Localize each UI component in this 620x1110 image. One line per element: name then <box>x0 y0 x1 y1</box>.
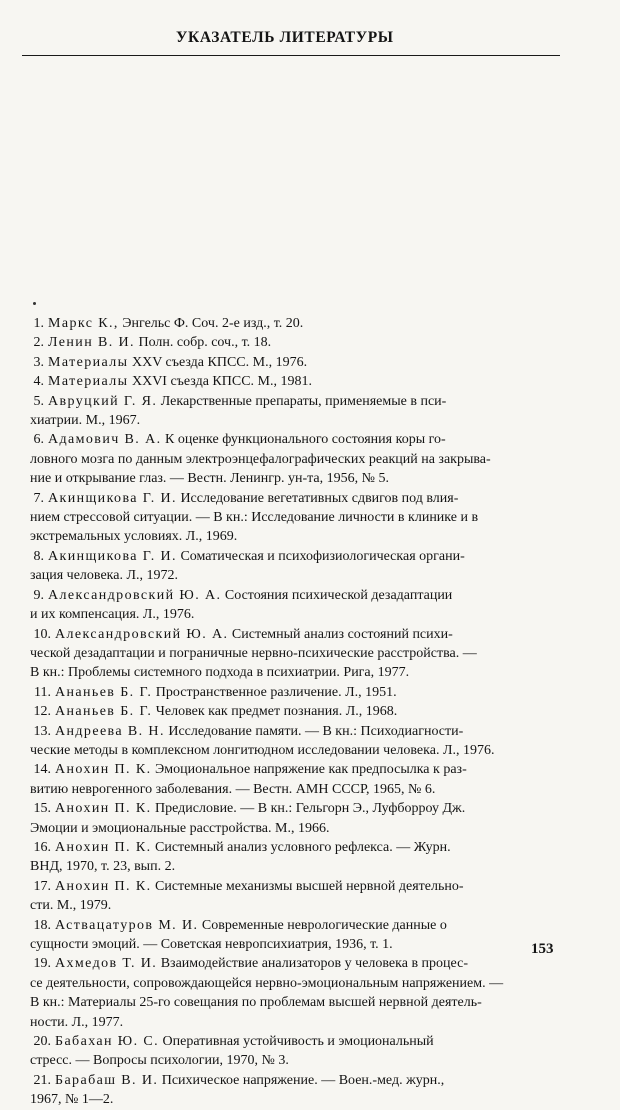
header-divider <box>22 55 560 56</box>
reference-text-line: Энгельс Ф. Соч. 2-е изд., т. 20. <box>118 316 304 331</box>
reference-author: Бабахан Ю. С. <box>55 1034 160 1050</box>
reference-item <box>30 877 560 916</box>
reference-item <box>30 372 560 391</box>
reference-author: Барабаш В. И. <box>55 1072 159 1088</box>
reference-item <box>30 702 560 721</box>
reference-text-line: К оценке функционального состояния коры го- <box>161 432 446 448</box>
reference-text-line: Пространственное различение. Л., 1951. <box>152 684 397 700</box>
reference-text-line: Современные неврологические данные о <box>198 917 447 933</box>
reference-text-line: и их компенсация. Л., 1976. <box>30 607 195 623</box>
reference-number: 10. <box>33 626 51 642</box>
reference-number: 3. <box>33 354 44 370</box>
reference-item <box>30 799 560 838</box>
reference-text-line: Системный анализ условного рефлекса. — Журн. <box>151 839 451 855</box>
reference-item <box>30 760 560 799</box>
reference-number: 17. <box>33 878 51 894</box>
reference-text-line: 1967, № 1—2. <box>30 1092 114 1108</box>
reference-item <box>30 1032 560 1071</box>
reference-item <box>30 314 560 333</box>
reference-number: 20. <box>33 1034 51 1050</box>
reference-author: Аствацатуров М. И. <box>55 917 199 933</box>
reference-author: Андреева В. Н. <box>55 723 165 739</box>
reference-item <box>30 547 560 586</box>
reference-number: 5. <box>33 393 44 409</box>
reference-number: 15. <box>33 801 51 817</box>
reference-number: 14. <box>33 762 51 778</box>
reference-text-line: Психическое напряжение. — Воен.-мед. журн., <box>158 1072 445 1088</box>
reference-author: Адамович В. А. <box>48 432 162 448</box>
reference-author: Авруцкий Г. Я. <box>48 393 158 409</box>
reference-text-line: Предисловие. — В кн.: Гельгорн Э., Луфборроу Дж. <box>151 801 466 817</box>
reference-number: 7. <box>33 490 44 506</box>
reference-text-line: ние и открывание глаз. — Вестн. Ленингр. ун-та, 1956, № 5. <box>30 471 390 487</box>
decorative-dot <box>33 302 36 305</box>
reference-author: Александровский Ю. А. <box>55 626 229 642</box>
reference-text-line: Оперативная устойчивость и эмоциональный <box>159 1034 434 1050</box>
reference-text-line: сущности эмоций. — Советская невропсихиатрия, 1936, т. 1. <box>30 937 393 952</box>
reference-number: 12. <box>33 704 51 720</box>
reference-text-line: Системные механизмы высшей нервной деятельно- <box>151 878 464 894</box>
reference-number: 11. <box>34 684 51 700</box>
reference-text-line: ности. Л., 1977. <box>30 1014 124 1030</box>
reference-number: 19. <box>33 956 51 972</box>
reference-author: Маркс К., <box>48 316 119 331</box>
reference-author: Ахмедов Т. И. <box>55 956 158 972</box>
reference-text-line: хиатрии. М., 1967. <box>30 413 141 429</box>
reference-text-line: Эмоциональное напряжение как предпосылка к раз- <box>151 762 467 778</box>
reference-item <box>30 625 560 683</box>
reference-item <box>30 1071 560 1110</box>
reference-text-line: сти. М., 1979. <box>30 898 112 914</box>
reference-number: 8. <box>33 548 44 564</box>
reference-text-line: зация человека. Л., 1972. <box>30 568 178 584</box>
reference-item <box>30 586 560 625</box>
reference-author: Анохин П. К. <box>55 762 152 778</box>
reference-number: 9. <box>33 587 44 603</box>
reference-text-line: нием стрессовой ситуации. — В кн.: Исследование личности в клинике и в <box>30 510 479 526</box>
page-number: 153 <box>531 941 554 957</box>
reference-item <box>30 353 560 372</box>
reference-text-line: витию неврогенного заболевания. — Вестн. АМН СССР, 1965, № 6. <box>30 781 436 797</box>
reference-author: Материалы <box>48 374 129 390</box>
reference-number: 2. <box>33 335 44 351</box>
reference-text-line: Человек как предмет познания. Л., 1968. <box>152 704 398 720</box>
reference-text-line: се деятельности, сопровождающейся нервно-эмоциональным напряжением. — <box>30 975 504 991</box>
reference-text-line: Взаимодействие анализаторов у человека в процес- <box>157 956 468 972</box>
reference-author: Анохин П. К. <box>55 878 152 894</box>
reference-author: Акинщикова Г. И. <box>48 490 177 506</box>
reference-text-line: Полн. собр. соч., т. 18. <box>134 335 272 351</box>
reference-text-line: экстремальных условиях. Л., 1969. <box>30 529 238 545</box>
reference-number: 4. <box>33 374 44 390</box>
reference-text-line: стресс. — Вопросы психологии, 1970, № 3. <box>30 1053 289 1069</box>
reference-number: 6. <box>33 432 44 448</box>
reference-text-line: Исследование вегетативных сдвигов под влия- <box>176 490 459 506</box>
reference-author: Ананьев Б. Г. <box>55 704 153 720</box>
reference-text-line: XXVI съезда КПСС. М., 1981. <box>128 374 312 390</box>
reference-text-line: В кн.: Материалы 25-го совещания по проблемам высшей нервной деятель- <box>30 995 482 1011</box>
reference-text-line: ВНД, 1970, т. 23, вып. 2. <box>30 859 176 875</box>
reference-item <box>30 392 560 431</box>
reference-item <box>30 916 560 955</box>
reference-text-line: ческие методы в комплексном лонгитюдном исследовании человека. Л., 1976. <box>30 742 495 758</box>
reference-text-line: Состояния психической дезадаптации <box>221 587 453 603</box>
reference-text-line: Эмоции и эмоциональные расстройства. М., 1966. <box>30 820 330 836</box>
reference-list <box>30 314 560 1110</box>
reference-item <box>30 838 560 877</box>
reference-number: 16. <box>33 839 51 855</box>
reference-number: 1. <box>33 316 44 331</box>
reference-author: Александровский Ю. А. <box>48 587 222 603</box>
reference-author: Ананьев Б. Г. <box>55 684 153 700</box>
reference-item <box>30 722 560 761</box>
reference-item <box>30 333 560 352</box>
reference-author: Акинщикова Г. И. <box>48 548 177 564</box>
reference-item <box>30 954 560 1032</box>
reference-text-line: Исследование памяти. — В кн.: Психодиагности- <box>164 723 464 739</box>
reference-text-line: Лекарственные препараты, применяемые в пси- <box>157 393 447 409</box>
reference-author: Материалы <box>48 354 129 370</box>
reference-text-line: В кн.: Проблемы системного подхода в психиатрии. Рига, 1977. <box>30 665 410 681</box>
reference-author: Анохин П. К. <box>55 801 152 817</box>
reference-text-line: Системный анализ состояний психи- <box>228 626 453 642</box>
reference-item <box>30 683 560 702</box>
reference-text-line: ловного мозга по данным электроэнцефалографических реакций на закрыва- <box>30 451 491 467</box>
reference-number: 18. <box>33 917 51 933</box>
reference-item <box>30 430 560 488</box>
reference-author: Анохин П. К. <box>55 839 152 855</box>
page-title: УКАЗАТЕЛЬ ЛИТЕРАТУРЫ <box>176 29 394 46</box>
reference-number: 13. <box>33 723 51 739</box>
reference-author: Ленин В. И. <box>48 335 135 351</box>
reference-text-line: Соматическая и психофизиологическая органи- <box>176 548 465 564</box>
reference-text-line: ческой дезадаптации и пограничные нервно-психические расстройства. — <box>30 645 477 661</box>
reference-number: 21. <box>33 1072 51 1088</box>
reference-text-line: XXV съезда КПСС. М., 1976. <box>128 354 308 370</box>
reference-item <box>30 489 560 547</box>
